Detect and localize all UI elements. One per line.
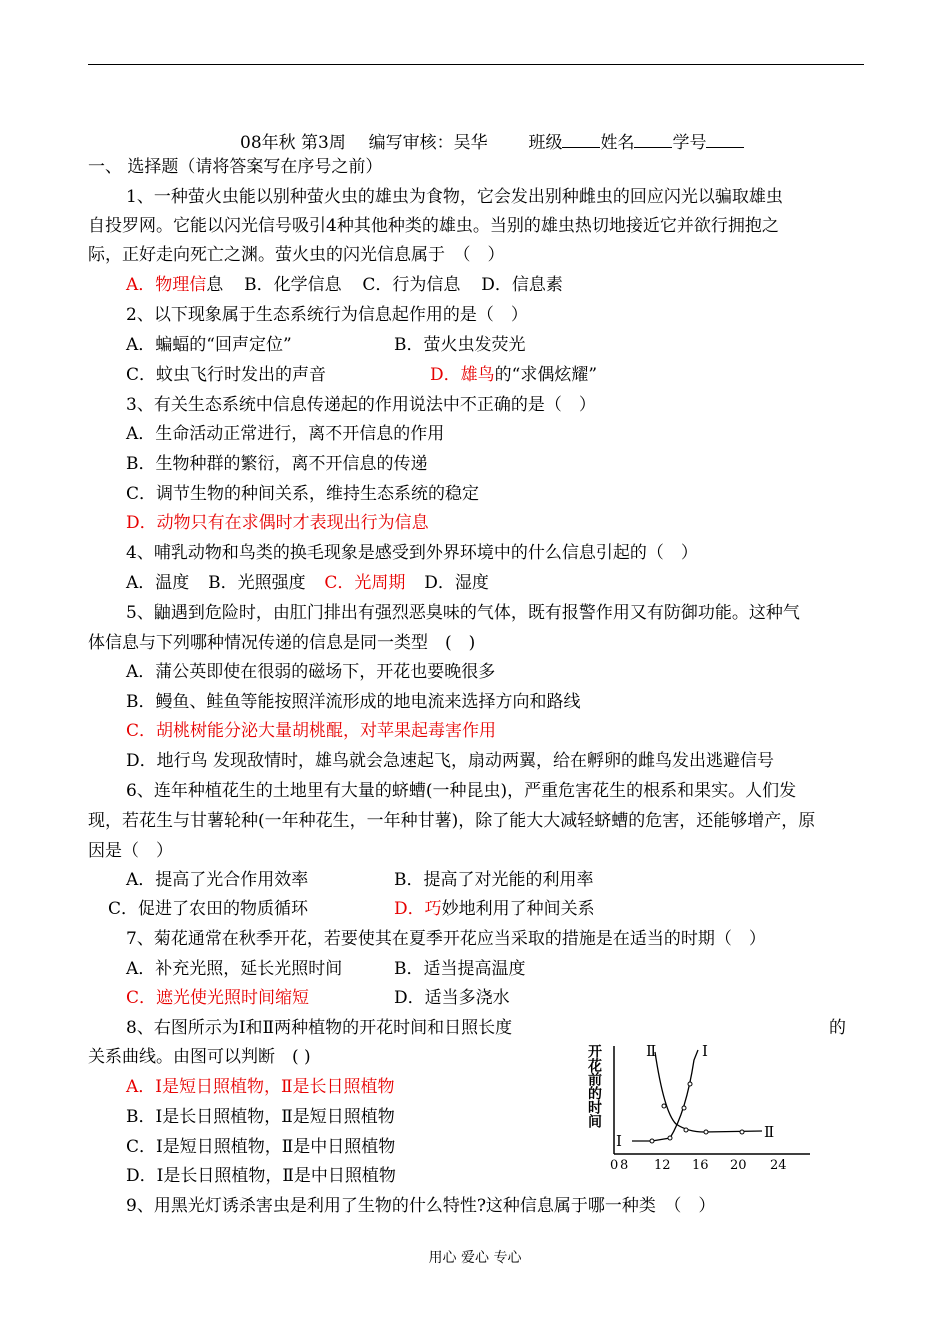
section-title: 一、 选择题（请将答案写在序号之前）: [88, 157, 383, 177]
q4-option-c: C．光周期: [324, 573, 406, 593]
q7-stem: 7、菊花通常在秋季开花，若要使其在夏季开花应当采取的措施是在适当的时期（ ）: [126, 929, 766, 949]
q7-option-d: D．适当多浇水: [394, 988, 510, 1008]
curve-II: [655, 1052, 762, 1132]
graph-tick-0: 0: [610, 1158, 619, 1173]
point-II-4: [740, 1130, 744, 1134]
point-I-2: [668, 1136, 672, 1140]
q2-stem: 2、以下现象属于生态系统行为信息起作用的是（ ）: [126, 305, 528, 325]
q8-line1: 8、右图所示为Ⅰ和Ⅱ两种植物的开花时间和日照长度: [126, 1018, 513, 1038]
q9-stem: 9、用黑光灯诱杀害虫是利用了生物的什么特性?这种信息属于哪一种类 （ ）: [126, 1196, 716, 1216]
header-editor: 编写审核：吴华: [368, 133, 488, 153]
q7-option-a: A．补充光照，延长光照时间: [126, 959, 343, 979]
header-class-label: 班级: [528, 133, 563, 153]
graph-tick-24: 24: [770, 1158, 787, 1173]
graph-tick-20: 20: [730, 1158, 747, 1173]
q8-line2: 关系曲线。由图可以判断 ( ): [88, 1047, 311, 1067]
q2-option-d: [430, 364, 597, 386]
q4-options: [126, 572, 489, 594]
q8-option-c: C．Ⅰ是短日照植物，Ⅱ是中日照植物: [126, 1137, 396, 1157]
q5-line2: 体信息与下列哪种情况传递的信息是同一类型 ( ): [88, 633, 476, 653]
graph-label-II-right: Ⅱ: [764, 1123, 775, 1141]
q8-line1-end: 的: [829, 1018, 846, 1038]
curve-I: [632, 1050, 698, 1141]
q3-option-b: B．生物种群的繁衍，离不开信息的传递: [126, 454, 428, 474]
q2-option-d-rest: 的“求偶炫耀”: [494, 365, 598, 385]
q1-option-a-red: A．物理信: [126, 275, 207, 295]
q6-line2: 现，若花生与甘薯轮种(一年种花生，一年种甘薯)，除了能大大减轻蛴螬的危害，还能够增产，原: [88, 811, 816, 831]
q1-option-c: C．行为信息: [362, 275, 461, 295]
graph-tick-8: 8: [620, 1158, 629, 1173]
q3-stem: 3、有关生态系统中信息传递起的作用说法中不正确的是（ ）: [126, 395, 596, 415]
q6-option-b: B．提高了对光能的利用率: [394, 870, 594, 890]
q6-option-d-red: D．巧: [394, 899, 442, 919]
point-II-2: [684, 1128, 688, 1132]
q3-option-c: C．调节生物的种间关系，维持生态系统的稳定: [126, 484, 480, 504]
q4-stem: 4、哺乳动物和鸟类的换毛现象是感受到外界环境中的什么信息引起的（ ）: [126, 543, 698, 563]
q2-option-c: C．蚊虫飞行时发出的声音: [126, 365, 327, 385]
q7-option-c: C．遮光使光照时间缩短: [126, 988, 310, 1008]
q1-option-b: B．化学信息: [244, 275, 342, 295]
point-I-3: [682, 1106, 686, 1110]
q4-option-d: D．湿度: [424, 573, 489, 593]
name-blank[interactable]: [634, 131, 672, 148]
class-blank[interactable]: [562, 131, 600, 148]
q8-option-a: A．Ⅰ是短日照植物，Ⅱ是长日照植物: [126, 1077, 395, 1097]
top-rule: [88, 64, 864, 65]
q2-option-b: B．萤火虫发荧光: [394, 335, 526, 355]
graph-ylabel: 开花前的时间: [586, 1044, 602, 1128]
q6-option-d-rest: 妙地利用了种间关系: [441, 899, 595, 919]
q3-option-d: D．动物只有在求偶时才表现出行为信息: [126, 513, 429, 533]
page-header: [240, 128, 744, 153]
q7-option-b: B．适当提高温度: [394, 959, 526, 979]
graph-label-I-left: Ⅰ: [616, 1132, 622, 1150]
q4-option-b: B．光照强度: [208, 573, 306, 593]
q6-line3: 因是（ ）: [88, 841, 173, 861]
id-blank[interactable]: [706, 131, 744, 148]
point-II-3: [704, 1130, 708, 1134]
q6-option-d: [394, 898, 595, 920]
q1-options: [126, 274, 563, 296]
q2-option-d-red: D．雄鸟: [430, 365, 495, 385]
q6-option-a: A．提高了光合作用效率: [126, 870, 309, 890]
q5-option-d: D．地行鸟 发现敌情时，雄鸟就会急速起飞，扇动两翼，给在孵卵的雌鸟发出逃避信号: [126, 751, 775, 771]
graph-label-I-top: Ⅰ: [702, 1042, 708, 1060]
q5-option-c: C．胡桃树能分泌大量胡桃醌，对苹果起毒害作用: [126, 721, 497, 741]
point-I-4: [688, 1082, 692, 1086]
q5-line1: 5、鼬遇到危险时，由肛门排出有强烈恶臭味的气体，既有报警作用又有防御功能。这种气: [126, 603, 800, 623]
q8-option-d: D．Ⅰ是长日照植物，Ⅱ是中日照植物: [126, 1166, 396, 1186]
q5-option-a: A．蒲公英即使在很弱的磁场下，开花也要晚很多: [126, 662, 496, 682]
header-id-label: 学号: [672, 133, 707, 153]
header-name-label: 姓名: [600, 133, 635, 153]
q1-line3: 际，正好走向死亡之渊。萤火虫的闪光信息属于 （ ）: [88, 245, 505, 265]
q4-option-a: A．温度: [126, 573, 190, 593]
q5-option-b: B．鳗鱼、鲑鱼等能按照洋流形成的地电流来选择方向和路线: [126, 692, 581, 712]
graph-label-II-top: Ⅱ: [646, 1042, 657, 1060]
q1-option-d: D．信息素: [481, 275, 563, 295]
point-I-1: [650, 1139, 654, 1143]
q6-line1: 6、连年种植花生的土地里有大量的蛴螬(一种昆虫)，严重危害花生的根系和果实。人们发: [126, 781, 797, 801]
point-II-1: [662, 1104, 666, 1108]
q1-line1: 1、一种萤火虫能以别种萤火虫的雄虫为食物，它会发出别种雌虫的回应闪光以骗取雄虫: [126, 187, 783, 207]
graph-tick-16: 16: [692, 1158, 709, 1173]
graph-tick-12: 12: [654, 1158, 671, 1173]
q1-option-a-rest: 息: [206, 275, 224, 295]
q3-option-a: A．生命活动正常进行，离不开信息的作用: [126, 424, 445, 444]
flowering-graph: [580, 1042, 812, 1178]
q2-option-a: A．蝙蝠的“回声定位”: [126, 335, 292, 355]
q8-option-b: B．Ⅰ是长日照植物，Ⅱ是短日照植物: [126, 1107, 395, 1127]
page-footer: 用心 爱心 专心: [428, 1250, 522, 1266]
header-week: 08年秋 第3周: [240, 133, 346, 153]
q1-line2: 自投罗网。它能以闪光信号吸引4种其他种类的雄虫。当别的雄虫热切地接近它并欲行拥抱之: [88, 216, 779, 236]
q6-option-c: C．促进了农田的物质循环: [108, 899, 309, 919]
